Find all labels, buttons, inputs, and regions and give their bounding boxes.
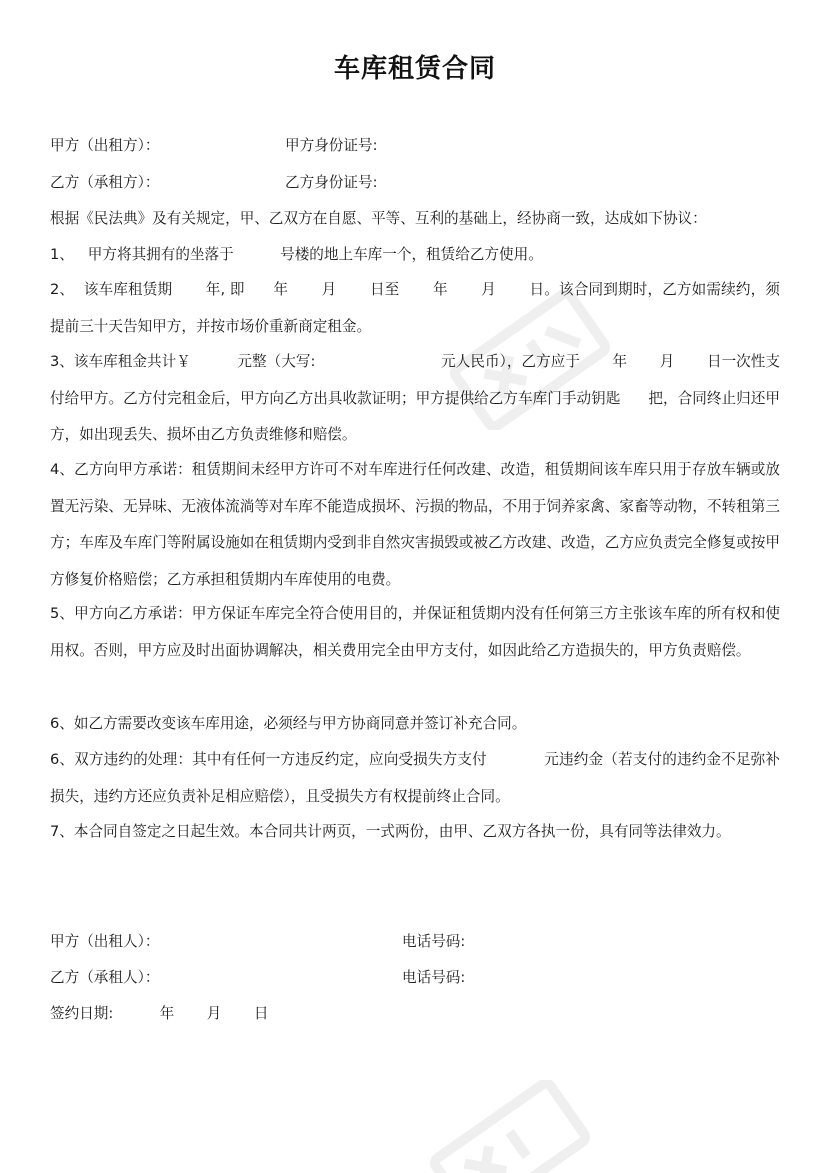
clause-6: 6、如乙方需要改变该车库用途，必须经与甲方协商同意并签订补充合同。 <box>50 715 527 732</box>
sign-party-b-label: 乙方（承租人）： <box>50 969 160 986</box>
clause-7: 7、本合同自签定之日起生效。本合同共计两页，一式两份，由甲、乙双方各执一份，具有同等法律效力。 <box>50 823 731 840</box>
sign-party-b-phone-label: 电话号码: <box>402 969 466 986</box>
clause-1: 1、 甲方将其拥有的坐落于 号楼的地上车库一个，租赁给乙方使用。 <box>50 246 543 263</box>
clause-2: 2、 该车库租赁期 年, 即 年 月 日至 年 月 日。该合同到期时，乙方如需续约，须提前三十天告知甲方，并按市场价重新商定租金。 <box>50 281 780 335</box>
party-b-id-label: 乙方身份证号: <box>285 174 378 191</box>
document-title: 车库租赁合同 <box>333 54 496 84</box>
sign-date-label: 签约日期: 年 月 日 <box>50 1005 269 1022</box>
clause-6b: 6、双方违约的处理：其中有任何一方违反约定，应向受损失方支付 元违约金（若支付的违约金不足弥补损失，违约方还应负责补足相应赔偿），且受损失方有权提前终止合同。 <box>50 751 780 805</box>
intro-paragraph: 根据《民法典》及有关规定，甲、乙双方在自愿、平等、互利的基础上，经协商一致，达成如下协议： <box>50 210 707 227</box>
party-a-id-label: 甲方身份证号: <box>285 137 378 154</box>
sign-party-a-phone-label: 电话号码: <box>402 933 466 950</box>
watermark-mark-lower <box>420 1080 600 1173</box>
clause-3: 3、该车库租金共计￥ 元整（大写: 元人民币），乙方应于 年 月 日一次性支付给甲方。乙方付完租金后，甲方向乙方出具收款证明；甲方提供给乙方车库门手动钥匙 把，合同终止归还甲方，如出现丢失、损坏由乙方负责维修和赔偿。 <box>50 353 780 443</box>
party-b-label: 乙方（承租方）： <box>50 174 160 191</box>
party-a-label: 甲方（出租方）： <box>50 137 160 154</box>
clause-4: 4、乙方向甲方承诺：租赁期间未经甲方许可不对车库进行任何改建、改造，租赁期间该车库只用于存放车辆或放置无污染、无异味、无液体流淌等对车库不能造成损坏、污损的物品，不用于饲养家禽、家畜等动物，不转租第三方；车库及车库门等附属设施如在租赁期内受到非自然灾害损毁或被乙方改建、改造，乙方应负责完全修复或按甲方修复价格赔偿；乙方承担租赁期内车库使用的电费。 <box>50 461 780 588</box>
clause-5: 5、甲方向乙方承诺：甲方保证车库完全符合使用目的，并保证租赁期内没有任何第三方主张该车库的所有权和使用权。否则，甲方应及时出面协调解决，相关费用完全由甲方支付，如因此给乙方造损失的，甲方负责赔偿。 <box>50 605 780 659</box>
sign-party-a-label: 甲方（出租人）： <box>50 933 160 950</box>
